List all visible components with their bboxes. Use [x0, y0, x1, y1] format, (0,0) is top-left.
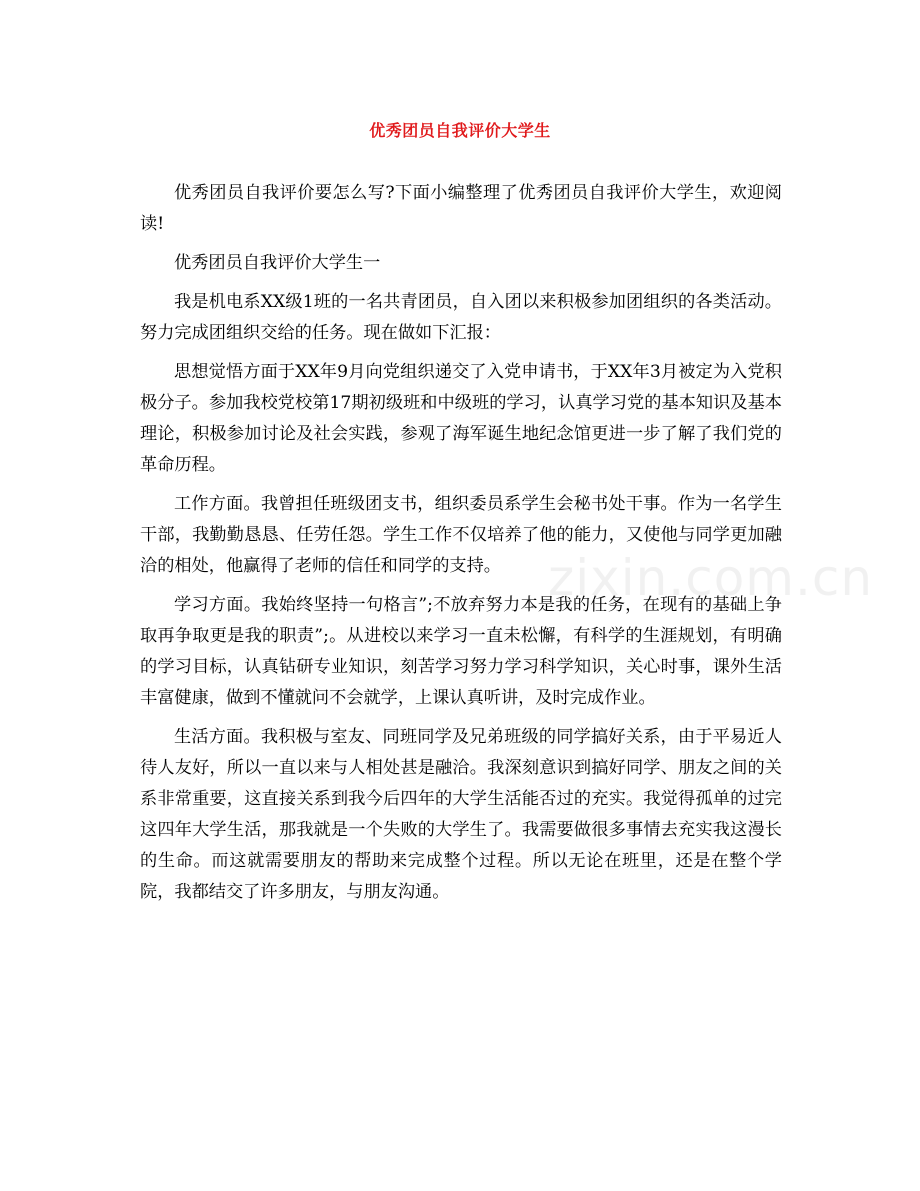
watermark: zixin.com.cn	[548, 549, 874, 607]
paragraph-ideology: 思想觉悟方面于XX年9月向党组织递交了入党申请书，于XX年3月被定为入党积极分子。参加我校党校第17期初级班和中级班的学习，认真学习党的基本知识及基本理论，积极参加讨论及社会实践，参观了海军诞生地纪念馆更进一步了解了我们党的革命历程。	[140, 362, 782, 475]
document-body	[140, 178, 782, 916]
paragraph-life: 生活方面。我积极与室友、同班同学及兄弟班级的同学搞好关系，由于平易近人待人友好，所以一直以来与人相处甚是融洽。我深刻意识到搞好同学、朋友之间的关系非常重要，这直接关系到我今后四年的大学生活能否过的充实。我觉得孤单的过完这四年大学生活，那我就是一个失败的大学生了。我需要做很多事情去充实我这漫长的生命。而这就需要朋友的帮助来完成整个过程。所以无论在班里，还是在整个学院，我都结交了许多朋友，与朋友沟通。	[140, 727, 782, 902]
paragraph-intro: 优秀团员自我评价要怎么写?下面小编整理了优秀团员自我评价大学生，欢迎阅读!	[140, 183, 782, 234]
paragraph-work: 工作方面。我曾担任班级团支书，组织委员系学生会秘书处干事。作为一名学生干部，我勤勤恳恳、任劳任怨。学生工作不仅培养了他的能力，又使他与同学更加融洽的相处，他赢得了老师的信任和同学的支持。	[140, 494, 782, 576]
document-title: 优秀团员自我评价大学生	[369, 121, 551, 140]
paragraph-section-heading: 优秀团员自我评价大学生一	[174, 253, 381, 273]
paragraph-self-intro: 我是机电系XX级1班的一名共青团员，自入团以来积极参加团组织的各类活动。努力完成团组织交给的任务。现在做如下汇报：	[140, 292, 782, 343]
paragraph-study: 学习方面。我始终坚持一句格言”;不放弃努力本是我的任务，在现有的基础上争取再争取更是我的职责”;。从进校以来学习一直未松懈，有科学的生涯规划，有明确的学习目标，认真钻研专业知识，刻苦学习努力学习科学知识，关心时事，课外生活丰富健康，做到不懂就问不会就学，上课认真听讲，及时完成作业。	[140, 595, 782, 708]
